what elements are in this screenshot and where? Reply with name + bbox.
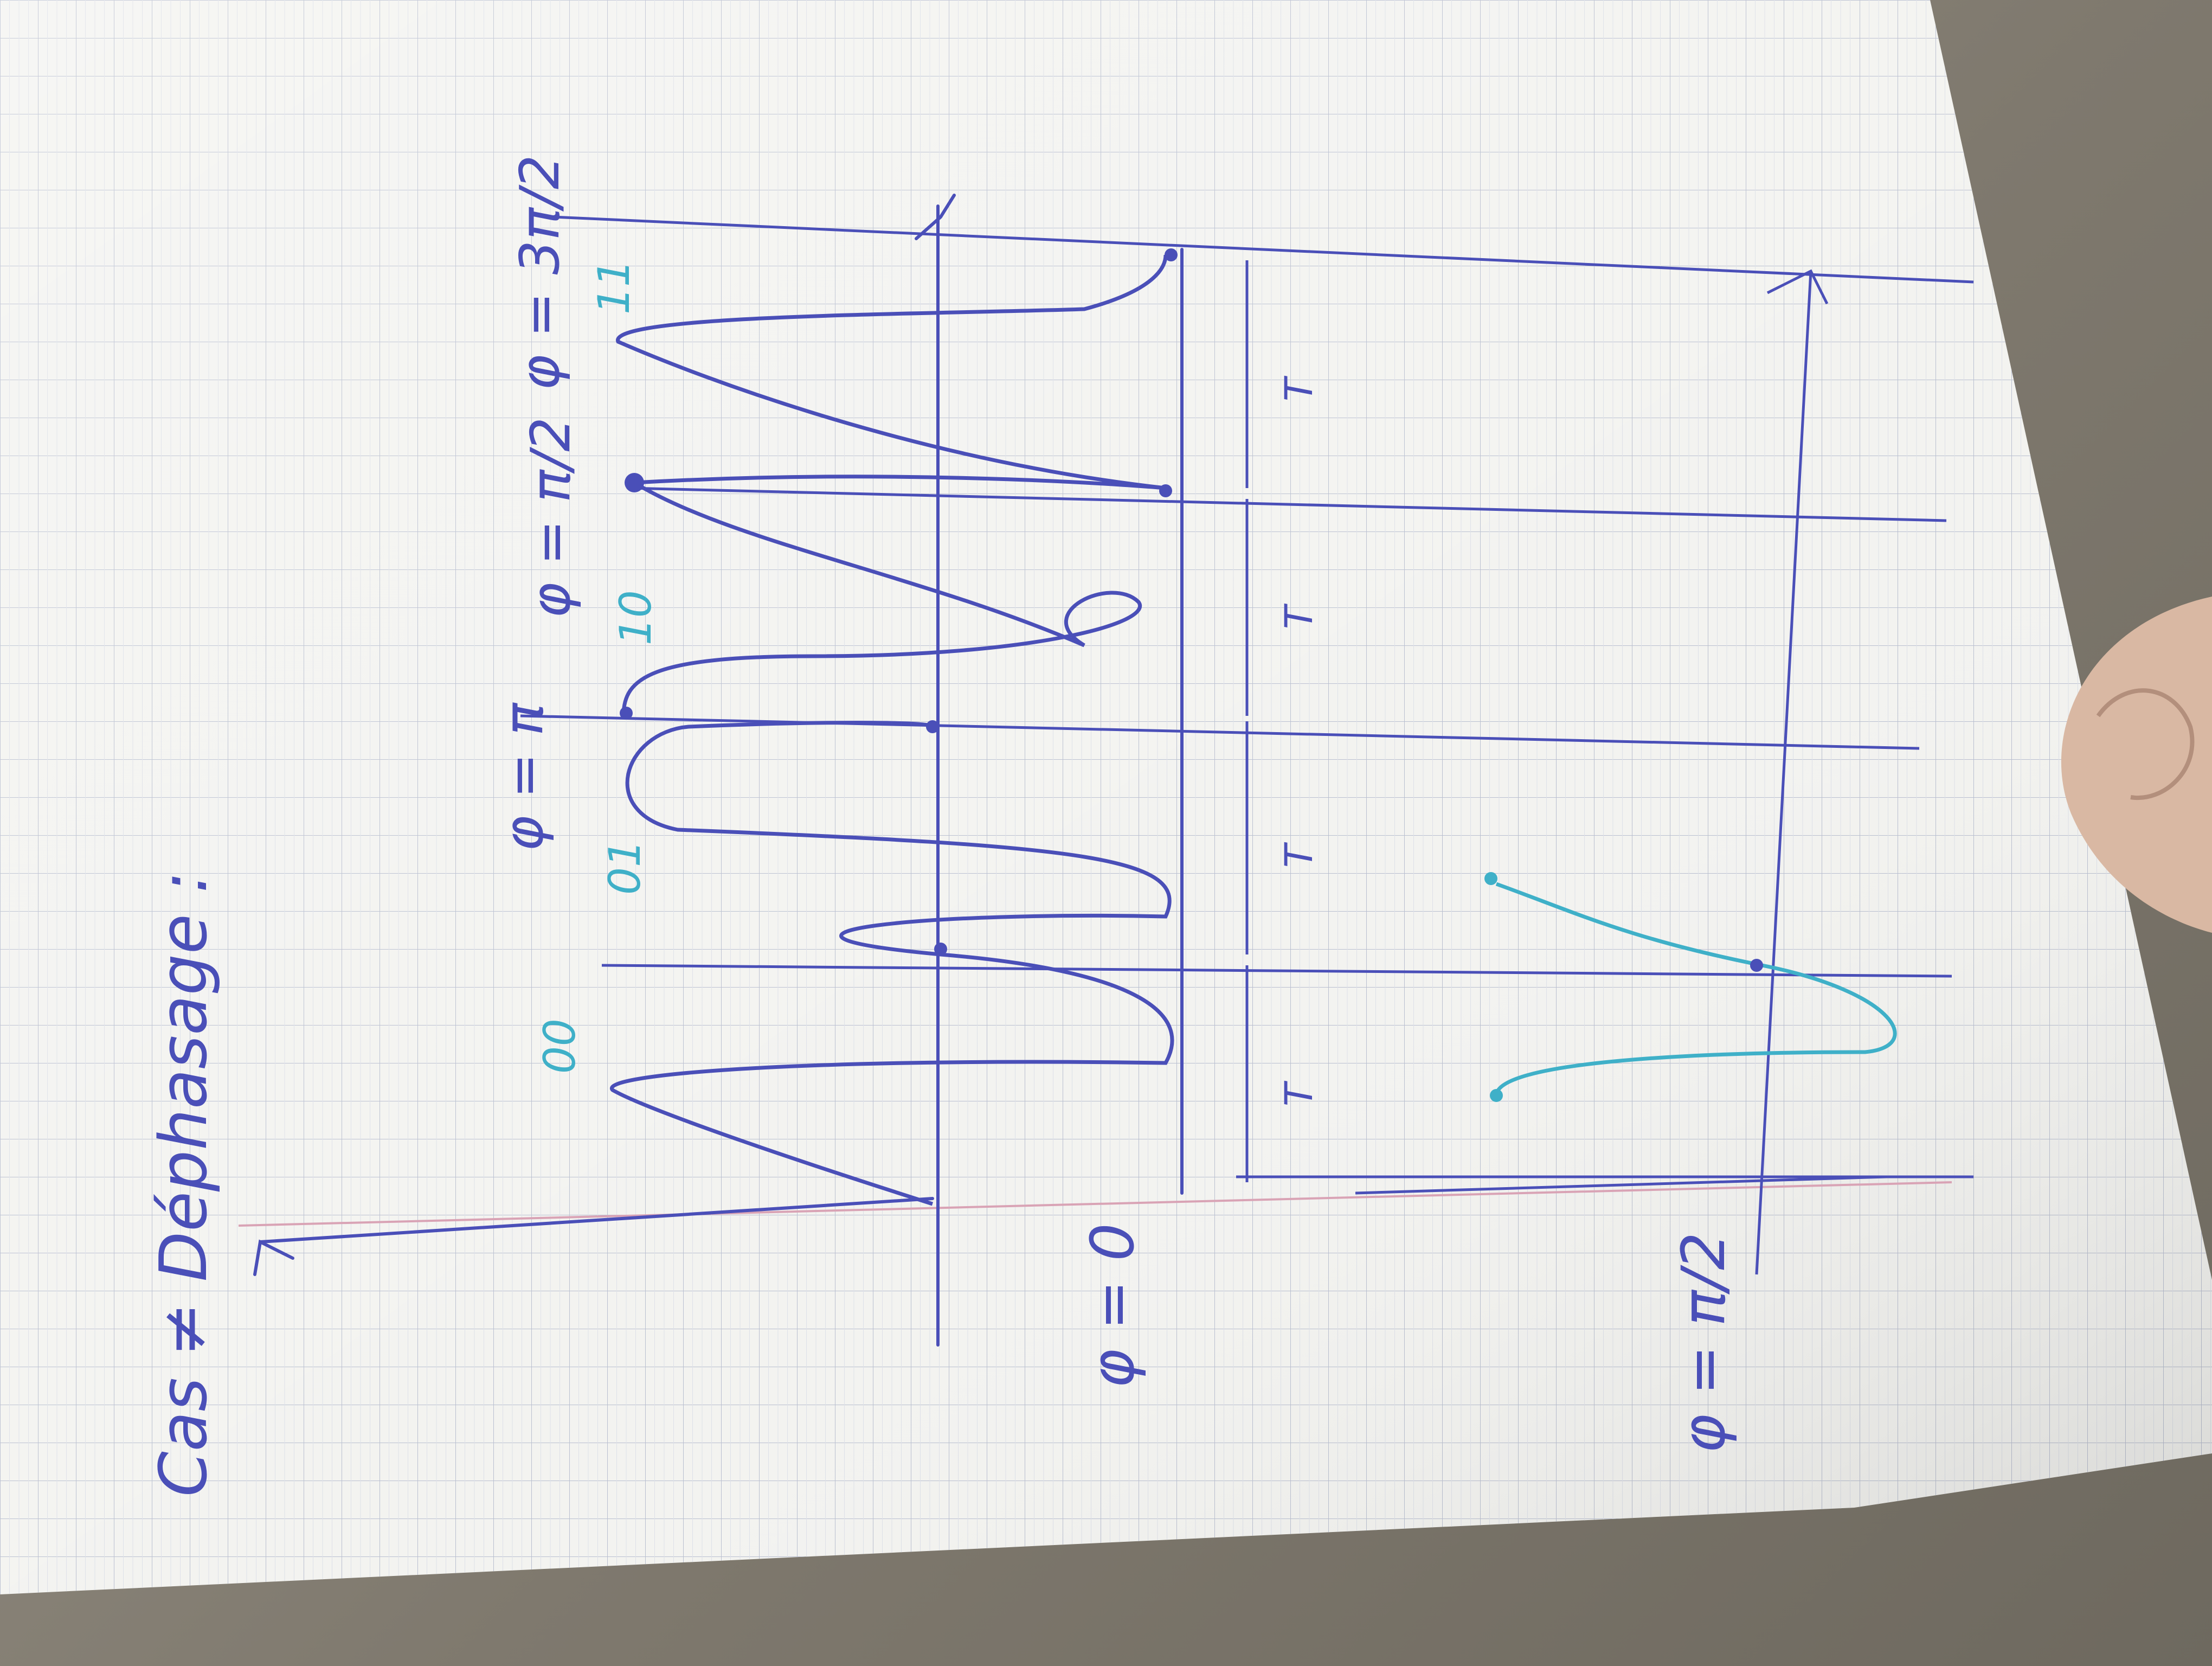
phi-zero-label: φ = 0 <box>1078 1223 1147 1388</box>
phi-pi-label: φ = π <box>492 703 555 851</box>
bottom-axis-dot <box>1750 959 1763 972</box>
phi-pi-over-2-label: φ = π/2 <box>519 417 582 618</box>
phi-three-pi-over-2-label: φ = 3π/2 <box>508 155 571 390</box>
bits-00-label: 00 <box>535 1018 585 1074</box>
title-text: Cas ≠ Déphasage : <box>146 871 222 1497</box>
period-label-1: T <box>1277 1083 1321 1106</box>
bits-10-label: 10 <box>610 590 661 645</box>
bits-11-label: 11 <box>589 259 639 315</box>
period-label-4: T <box>1277 378 1321 401</box>
period-label-2: T <box>1277 844 1321 868</box>
phi-bottom-label: φ = π/2 <box>1669 1232 1738 1453</box>
period-label-3: T <box>1277 606 1321 629</box>
bits-01-label: 01 <box>600 840 650 895</box>
